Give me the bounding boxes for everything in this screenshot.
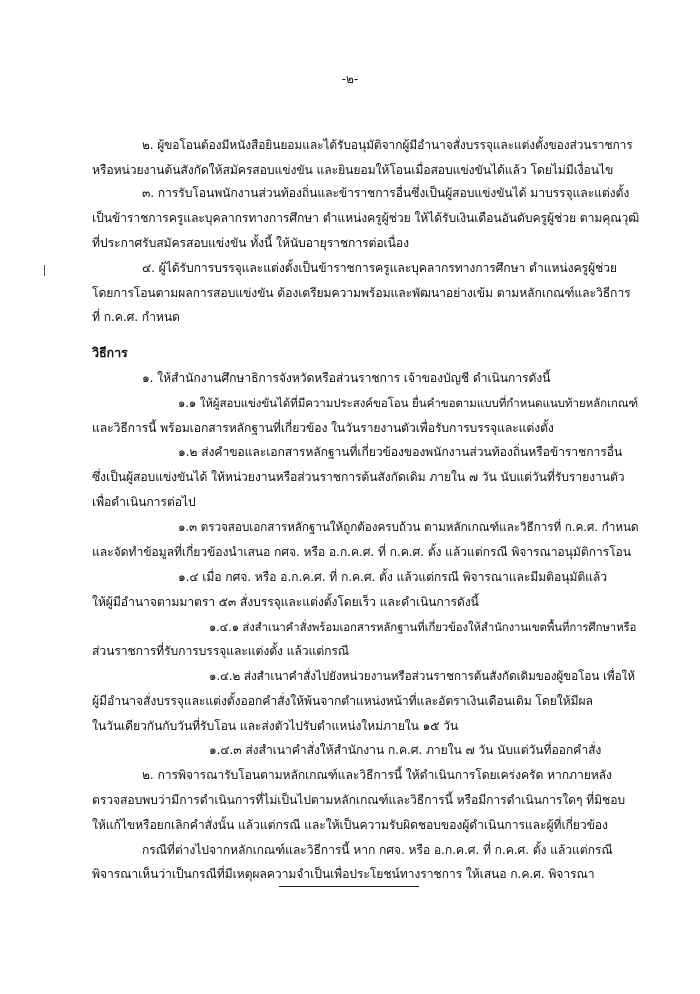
- procedure-line: พิจารณาเห็นว่าเป็นกรณีที่มีเหตุผลความจำเป็นเพื่อประโยชน์ทางราชการ ให้เสนอ ก.ค.ศ. พิจารณา: [92, 867, 595, 881]
- procedure-line: และจัดทำข้อมูลที่เกี่ยวข้องนำเสนอ กศจ. หรือ อ.ก.ค.ศ. ที่ ก.ค.ศ. ตั้ง แล้วแต่กรณี พิจารณาอนุมัติการโอน: [92, 545, 631, 559]
- procedure-line: ๑.๒ ส่งคำขอและเอกสารหลักฐานที่เกี่ยวข้องของพนักงานส่วนท้องถิ่นหรือข้าราชการอื่น: [178, 445, 623, 459]
- procedure-line: ตรวจสอบพบว่ามีการดำเนินการที่ไม่เป็นไปตามหลักเกณฑ์และวิธีการนี้ หรือมีการดำเนินการใดๆ ที่มิชอบ: [92, 793, 626, 807]
- procedure-line: กรณีที่ต่างไปจากหลักเกณฑ์และวิธีการนี้ หาก กศจ. หรือ อ.ก.ค.ศ. ที่ ก.ค.ศ. ตั้ง แล้วแต่กรณี: [142, 843, 613, 857]
- procedure-line: และวิธีการนี้ พร้อมเอกสารหลักฐานที่เกี่ยวข้อง ในวันรายงานตัวเพื่อรับการบรรจุและแต่งตั้ง: [92, 421, 554, 435]
- paragraph-line: ๒. ผู้ขอโอนต้องมีหนังสือยินยอมและได้รับอนุมัติจากผู้มีอำนาจสั่งบรรจุและแต่งตั้งของส่วนราชการ: [142, 138, 633, 152]
- procedure-line: ๑. ให้สำนักงานศึกษาธิการจังหวัดหรือส่วนราชการ เจ้าของบัญชี ดำเนินการดังนี้: [142, 371, 551, 385]
- procedure-line: ให้แก้ไขหรือยกเลิกคำสั่งนั้น แล้วแต่กรณี และให้เป็นความรับผิดชอบของผู้ดำเนินการและผู้ที่เกี่ยวข้อง: [92, 818, 608, 832]
- procedure-line: ส่วนราชการที่รับการบรรจุและแต่งตั้ง แล้วแต่กรณี: [92, 644, 349, 658]
- paragraph-line: ๓. การรับโอนพนักงานส่วนท้องถิ่นและข้าราชการอื่นซึ่งเป็นผู้สอบแข่งขันได้ มาบรรจุและแต่งตั้ง: [142, 186, 630, 200]
- procedure-line: ๒. การพิจารณารับโอนตามหลักเกณฑ์และวิธีการนี้ ให้ดำเนินการโดยเคร่งครัด หากภายหลัง: [142, 768, 612, 782]
- closing-rule: [279, 886, 419, 887]
- page-number: -๒-: [341, 72, 359, 86]
- procedure-line: ผู้มีอำนาจสั่งบรรจุและแต่งตั้งออกคำสั่งให้พ้นจากตำแหน่งหน้าที่และอัตราเงินเดือนเดิม โดยให้มีผล: [92, 694, 593, 708]
- procedure-line: ซึ่งเป็นผู้สอบแข่งขันได้ ให้หน่วยงานหรือส่วนราชการต้นสังกัดเดิม ภายใน ๗ วัน นับแต่วันที่รับรายงานตัว: [92, 470, 625, 484]
- paragraph-line: หรือหน่วยงานต้นสังกัดให้สมัครสอบแข่งขัน และยินยอมให้โอนเมื่อสอบแข่งขันได้แล้ว โดยไม่มีเงื่อนไข: [92, 163, 614, 177]
- procedure-line: ๑.๔.๓ ส่งสำเนาคำสั่งให้สำนักงาน ก.ค.ศ. ภายใน ๗ วัน นับแต่วันที่ออกคำสั่ง: [209, 743, 602, 757]
- procedure-line: ๑.๑ ให้ผู้สอบแข่งขันได้ที่มีความประสงค์ขอโอน ยื่นคำขอตามแบบที่กำหนดแนบท้ายหลักเกณฑ์: [178, 396, 638, 410]
- procedure-line: ๑.๔ เมื่อ กศจ. หรือ อ.ก.ค.ศ. ที่ ก.ค.ศ. ตั้ง แล้วแต่กรณี พิจารณาและมีมติอนุมัติแล้ว: [178, 570, 608, 584]
- procedure-line: เพื่อดำเนินการต่อไป: [92, 495, 196, 509]
- procedure-line: ๑.๔.๒ ส่งสำเนาคำสั่งไปยังหน่วยงานหรือส่วนราชการต้นสังกัดเดิมของผู้ขอโอน เพื่อให้: [209, 669, 635, 683]
- section-heading: วิธีการ: [92, 345, 128, 360]
- procedure-line: ๑.๔.๑ ส่งสำเนาคำสั่งพร้อมเอกสารหลักฐานที่เกี่ยวข้องให้สำนักงานเขตพื้นที่การศึกษาหรือ: [209, 620, 637, 634]
- procedure-line: ๑.๓ ตรวจสอบเอกสารหลักฐานให้ถูกต้องครบถ้วน ตามหลักเกณฑ์และวิธีการที่ ก.ค.ศ. กำหนด: [178, 520, 639, 534]
- margin-mark: [44, 265, 45, 276]
- procedure-line: ให้ผู้มีอำนาจตามมาตรา ๕๓ สั่งบรรจุและแต่งตั้งโดยเร็ว และดำเนินการดังนี้: [92, 595, 479, 609]
- paragraph-line: โดยการโอนตามผลการสอบแข่งขัน ต้องเตรียมความพร้อมและพัฒนาอย่างเข้ม ตามหลักเกณฑ์และวิธีการ: [92, 286, 631, 300]
- paragraph-line: เป็นข้าราชการครูและบุคลากรทางการศึกษา ตำแหน่งครูผู้ช่วย ให้ได้รับเงินเดือนอันดับครูผู้ช่วย ตามคุณวุฒิ: [92, 211, 640, 225]
- paragraph-line: ที่ประกาศรับสมัครสอบแข่งขัน ทั้งนี้ ให้นับอายุราชการต่อเนื่อง: [92, 236, 409, 250]
- procedure-line: ในวันเดียวกันกับวันที่รับโอน และส่งตัวไปรับตำแหน่งใหม่ภายใน ๑๕ วัน: [92, 719, 459, 733]
- paragraph-line: ที่ ก.ค.ศ. กำหนด: [92, 310, 180, 324]
- paragraph-line: ๔. ผู้ได้รับการบรรจุและแต่งตั้งเป็นข้าราชการครูและบุคลากรทางการศึกษา ตำแหน่งครูผู้ช่วย: [142, 261, 617, 275]
